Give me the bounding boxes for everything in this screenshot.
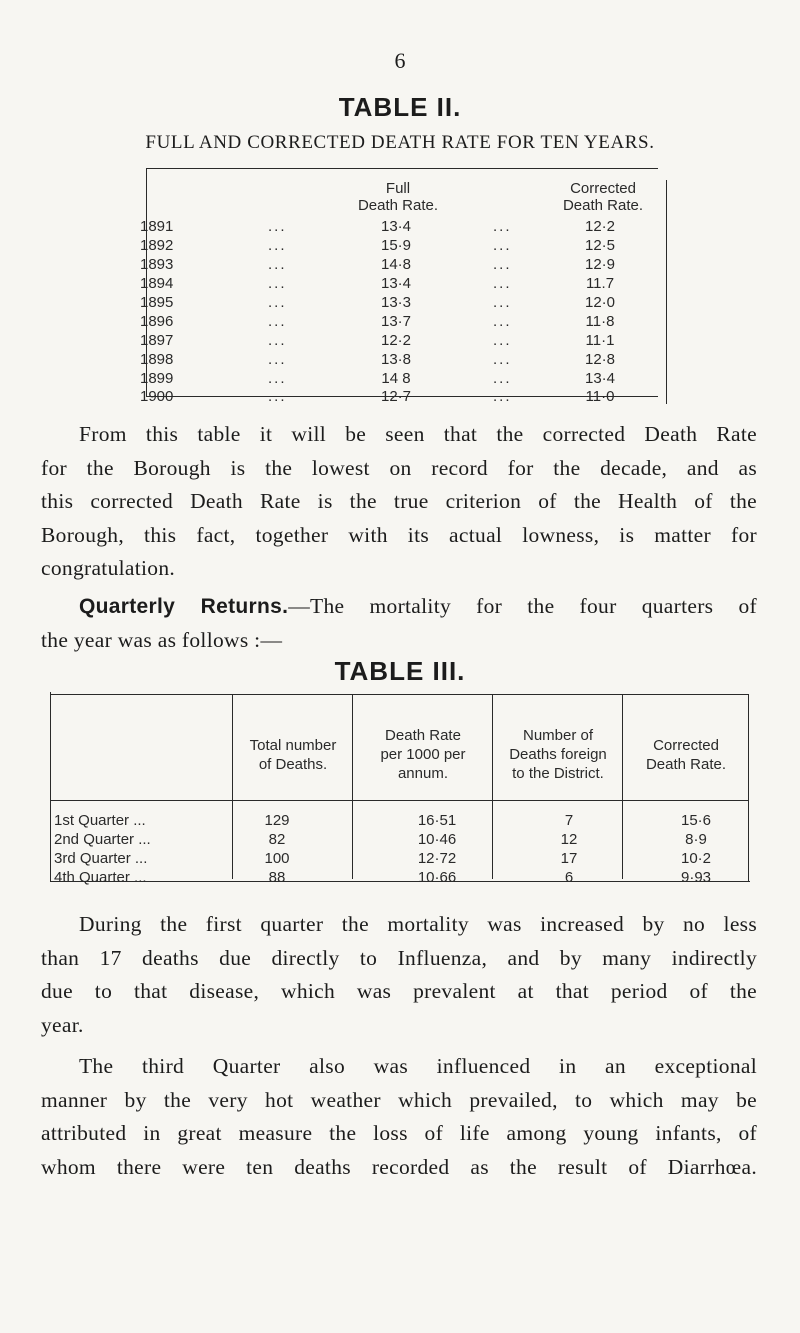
paragraph-quarterly-returns: Quarterly Returns.—The mortality for the four quarters of the year was as follows :— [41, 594, 757, 652]
header-full-death-rate: Full Death Rate. [357, 180, 439, 214]
paragraph-table-ii-commentary: From this table it will be seen that the corrected Death Rate for the Borough is the lowest on record for the decade, and as this corrected Death Rate is the true criterion of the Health of the Borough, this fact, together with its actual lowness, is matter for congratulation. [41, 422, 757, 580]
paragraph-third-quarter: The third Quarter also was influenced in an exceptional manner by the very hot weather which prevailed, to which may be attributed in great measure the loss of life among young infants, of whom there were ten deaths recorded as the result of Diarrhœa. [41, 1054, 757, 1179]
table-ii [118, 168, 690, 400]
table-row: 1st Quarter ... 129 16·51 7 15·6 [54, 812, 712, 829]
table-iii-header-rule [50, 800, 748, 801]
table-ii-subtitle: FULL AND CORRECTED DEATH RATE FOR TEN YEARS. [145, 132, 655, 153]
table-row: 1896 ... 13·7 ... 11·8 [140, 313, 615, 330]
table-row: 1897 ... 12·2 ... 11·1 [140, 332, 615, 349]
table-row: 4th Quarter ... 88 10·66 6 9·93 [54, 869, 712, 886]
table-iii-title: TABLE III. [334, 656, 466, 686]
header-corrected-rate: Corrected Death Rate. [645, 737, 727, 773]
table-row: 1898 ... 13·8 ... 12·8 [140, 351, 616, 368]
header-corrected-death-rate: Corrected Death Rate. [562, 180, 644, 214]
table-row: 1899 ... 14 8 ... 13·4 [140, 370, 616, 387]
paragraph-first-quarter: During the first quarter the mortality was increased by no less than 17 deaths due directly to Influenza, and by many indirectly due to that disease, which was prevalent at that period of the year. [41, 912, 757, 1037]
quarterly-returns-heading: Quarterly Returns. [79, 595, 289, 618]
header-deaths-foreign: Number of Deaths foreign to the District. [509, 727, 607, 782]
table-row: 1892 ... 15·9 ... 12·5 [140, 237, 616, 254]
table-ii-top-rule [146, 168, 658, 169]
table-row [118, 375, 690, 395]
table-row: 1891 ... 13·4 ... 12·2 [140, 218, 616, 235]
table-ii-title: TABLE II. [338, 92, 462, 122]
table-ii-bottom-rule [146, 396, 658, 397]
table-row: 1894 ... 13·4 ... 11.7 [140, 275, 615, 292]
table-row: 2nd Quarter ... 82 10·46 12 8·9 [54, 831, 707, 848]
table-iii-top-rule [50, 694, 748, 695]
header-total-deaths: Total number of Deaths. [249, 737, 337, 773]
table-row: 3rd Quarter ... 100 12·72 17 10·2 [54, 850, 712, 867]
table-row: 1900 ... 12·7 ... 11·0 [140, 388, 615, 405]
table-iii [42, 692, 750, 886]
header-death-rate-per-1000: Death Rate per 1000 per annum. [380, 727, 466, 782]
page-number: 6 [394, 48, 406, 73]
table-row: 1895 ... 13·3 ... 12·0 [140, 294, 616, 311]
table-row: 1893 ... 14·8 ... 12·9 [140, 256, 616, 273]
